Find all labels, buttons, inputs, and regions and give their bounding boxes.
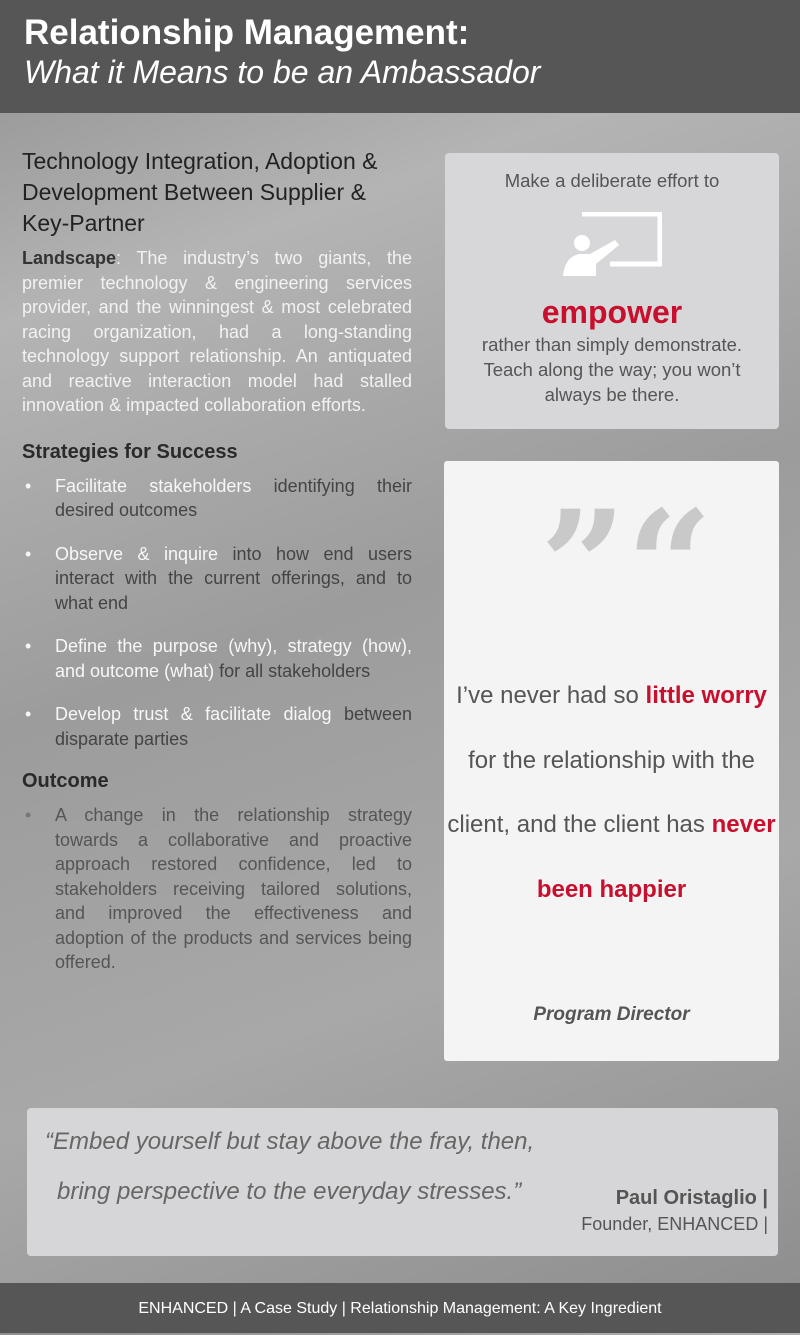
quote-text: I’ve never had so (456, 682, 646, 709)
header (0, 0, 800, 113)
landscape-label: Landscape (22, 248, 117, 268)
strategy-text: for all stakeholders (214, 660, 371, 681)
strategy-text: into how end users interact with the current offerings, and to what end (55, 543, 412, 613)
empower-text: rather than simply demonstrate. Teach along the way; you won’t always be there. (481, 334, 743, 405)
quote-role: Founder, ENHANCED | (581, 1214, 768, 1234)
founder-quote (27, 1108, 778, 1256)
quote-author-block (581, 1187, 768, 1235)
list-item (22, 542, 412, 616)
testimonial-attribution: Program Director (533, 1004, 690, 1025)
strategy-highlight: Develop trust & facilitate dialog (55, 704, 332, 724)
strategy-highlight: Facilitate stakeholders (55, 475, 252, 496)
testimonial-card (444, 461, 779, 1061)
outcome-heading: Outcome (22, 770, 109, 792)
quote-text: for the relationship with the client, and the client has (447, 746, 755, 838)
quote-emphasis: never been happier (536, 811, 776, 903)
empower-keyword: empower (541, 294, 683, 330)
strategy-text: between disparate parties (55, 704, 412, 749)
landscape-paragraph (22, 246, 412, 418)
page-title: Relationship Management: (24, 13, 470, 52)
strategy-text: identifying their desired outcomes (55, 475, 412, 520)
quote-line-2: bring perspective to the everyday stresses.” (57, 1178, 522, 1205)
list-item (22, 702, 412, 751)
outcome-item: • A change in the relationship strategy towards a collaborative and proactive approach restored confidence, led to stakeholders receiving tailored solutions, and improved the effectiveness and adoption of the products and services being offered. (22, 803, 412, 975)
list-item (22, 634, 412, 683)
empower-intro: Make a deliberate effort to (504, 170, 720, 191)
section-subtitle: Technology Integration, Adoption & Development Between Supplier & Key-Partner (22, 148, 378, 236)
testimonial-quote (444, 664, 779, 922)
landscape-text: : The industry’s two giants, the premier technology & engineering services provider, and the winningest & most celebrated racing organization, had a long-standing technology support relationship. An antiquated and reactive interaction model had stalled innovation & impacted collaboration efforts. (22, 248, 412, 415)
page-subtitle: What it Means to be an Ambassador (24, 54, 541, 90)
teacher-board-icon (562, 212, 662, 278)
quote-marks-icon: ”“ (540, 478, 713, 654)
list-item (22, 474, 412, 523)
quote-line-1: “Embed yourself but stay above the fray, then, (45, 1128, 535, 1155)
strategies-list (22, 474, 412, 752)
footer: ENHANCED | A Case Study | Relationship Management: A Key Ingredient (0, 1283, 800, 1333)
strategy-highlight: Define the purpose (why), strategy (how), and outcome (what) (55, 636, 412, 681)
empower-card (445, 153, 779, 429)
strategies-heading: Strategies for Success (22, 440, 238, 463)
strategy-highlight: Observe & inquire (55, 543, 219, 564)
quote-author: Paul Oristaglio | (615, 1187, 768, 1209)
quote-emphasis: little worry (645, 682, 767, 709)
case-study-column (22, 146, 412, 994)
